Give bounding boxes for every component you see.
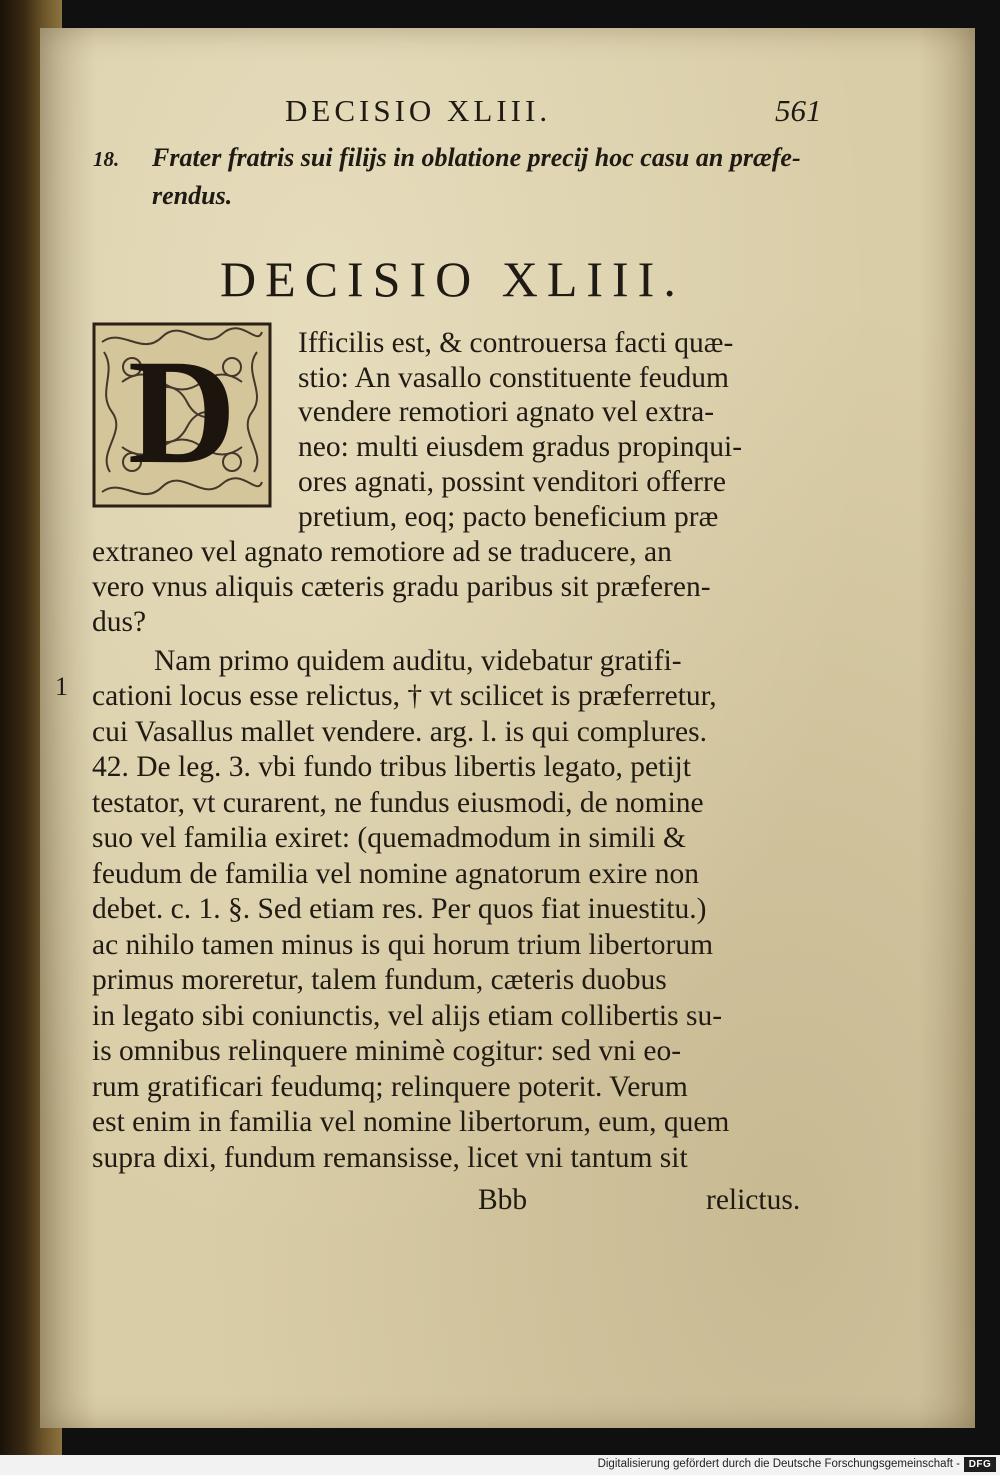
body-line: vendere remotiori agnato vel extra- (298, 396, 715, 428)
footer-credit: Digitalisierung gefördert durch die Deutsche Forschungsgemeinschaft - (597, 1458, 960, 1470)
body-line: neo: multi eiusdem gradus propinqui- (298, 431, 743, 463)
body-line: supra dixi, fundum remansisse, licet vni tantum sit (92, 1142, 688, 1174)
margin-note-number: 1 (55, 672, 68, 701)
body-line: cationi locus esse relictus, † vt scilicet is præferretur, (92, 680, 717, 712)
decorated-initial-d (92, 322, 272, 508)
running-head: DECISIO XLIII. (285, 93, 552, 128)
body-line: ac nihilo tamen minus is qui horum trium libertorum (92, 929, 714, 961)
body-line: ores agnati, possint venditori offerre (298, 466, 726, 498)
section-heading: DECISIO XLIII. (220, 251, 685, 307)
body-line: Nam primo quidem auditu, videbatur gratifi- (154, 645, 682, 677)
summary-line: Frater fratris sui filijs in oblatione precij hoc casu an præfe- (152, 143, 801, 172)
catchword: relictus. (706, 1184, 801, 1216)
body-line: feudum de familia vel nomine agnatorum exire non (92, 858, 700, 890)
body-line: extraneo vel agnato remotiore ad se traducere, an (92, 536, 672, 568)
summary-line: rendus. (152, 181, 233, 210)
body-line: rum gratificari feudumq; relinquere poterit. Verum (92, 1071, 688, 1103)
body-line: est enim in familia vel nomine libertorum, eum, quem (92, 1106, 730, 1138)
body-line: in legato sibi coniunctis, vel alijs etiam collibertis su- (92, 1000, 723, 1032)
body-line: cui Vasallus mallet vendere. arg. l. is qui complures. (92, 716, 707, 748)
body-line: testator, vt curarent, ne fundus eiusmodi, de nomine (92, 787, 704, 819)
body-line: vero vnus aliquis cæteris gradu paribus sit præferen- (92, 571, 711, 603)
body-line: primus moreretur, talem fundum, cæteris duobus (92, 964, 667, 996)
body-line: suo vel familia exiret: (quemadmodum in simili & (92, 822, 686, 854)
body-line: pretium, eoq; pacto beneficium præ (298, 501, 719, 533)
body-line: dus? (92, 606, 147, 638)
signature-mark: Bbb (478, 1184, 528, 1216)
body-line: 42. De leg. 3. vbi fundo tribus libertis legato, petijt (92, 751, 691, 783)
dfg-logo: DFG (964, 1457, 996, 1472)
body-line: debet. c. 1. §. Sed etiam res. Per quos fiat inuestitu.) (92, 893, 707, 925)
initial-letter: D (127, 329, 237, 495)
body-line: is omnibus relinquere minimè cogitur: sed vni eo- (92, 1035, 682, 1067)
summary-number: 18. (93, 147, 120, 171)
body-line: stio: An vasallo constituente feudum (298, 362, 729, 394)
body-line: Ifficilis est, & controuersa facti quæ- (298, 327, 734, 359)
page-number: 561 (775, 93, 822, 128)
